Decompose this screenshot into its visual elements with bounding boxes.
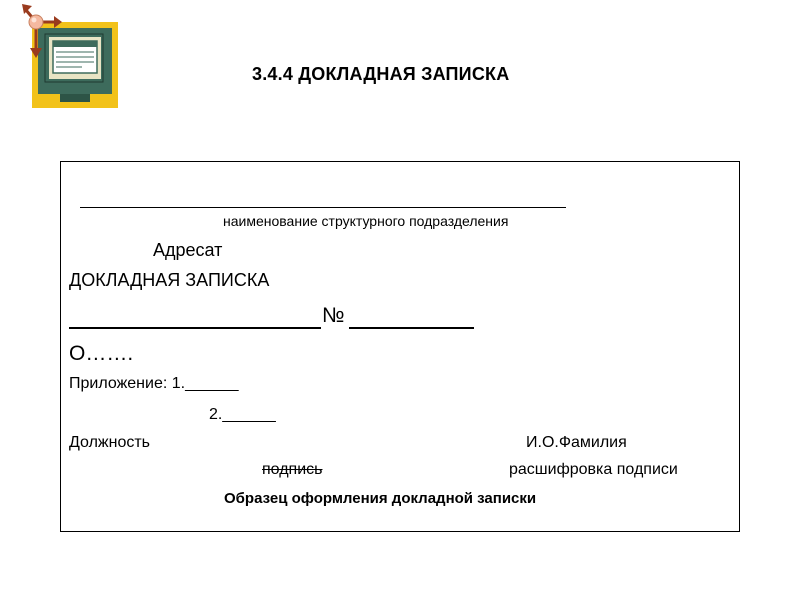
decipher-label: расшифровка подписи <box>509 461 678 478</box>
position-label: Должность <box>69 434 150 451</box>
unit-name-line <box>80 207 566 208</box>
page-title: 3.4.4 ДОКЛАДНАЯ ЗАПИСКА <box>252 64 510 84</box>
signature-label: подпись <box>262 461 323 478</box>
document-form <box>60 161 740 532</box>
number-sign: № <box>322 304 345 327</box>
unit-caption: наименование структурного подразделения <box>223 213 509 229</box>
attachment-label: Приложение: 1.______ <box>69 375 239 392</box>
subject-label: О……. <box>69 342 134 365</box>
name-label: И.О.Фамилия <box>526 434 627 451</box>
addressee-label: Адресат <box>153 240 223 260</box>
number-line <box>349 327 474 329</box>
attachment-item-2: 2.______ <box>209 406 276 423</box>
form-caption: Образец оформления докладной записки <box>224 490 537 507</box>
computer-monitor-icon <box>22 4 122 110</box>
doc-title: ДОКЛАДНАЯ ЗАПИСКА <box>69 270 270 290</box>
date-line <box>69 327 321 329</box>
